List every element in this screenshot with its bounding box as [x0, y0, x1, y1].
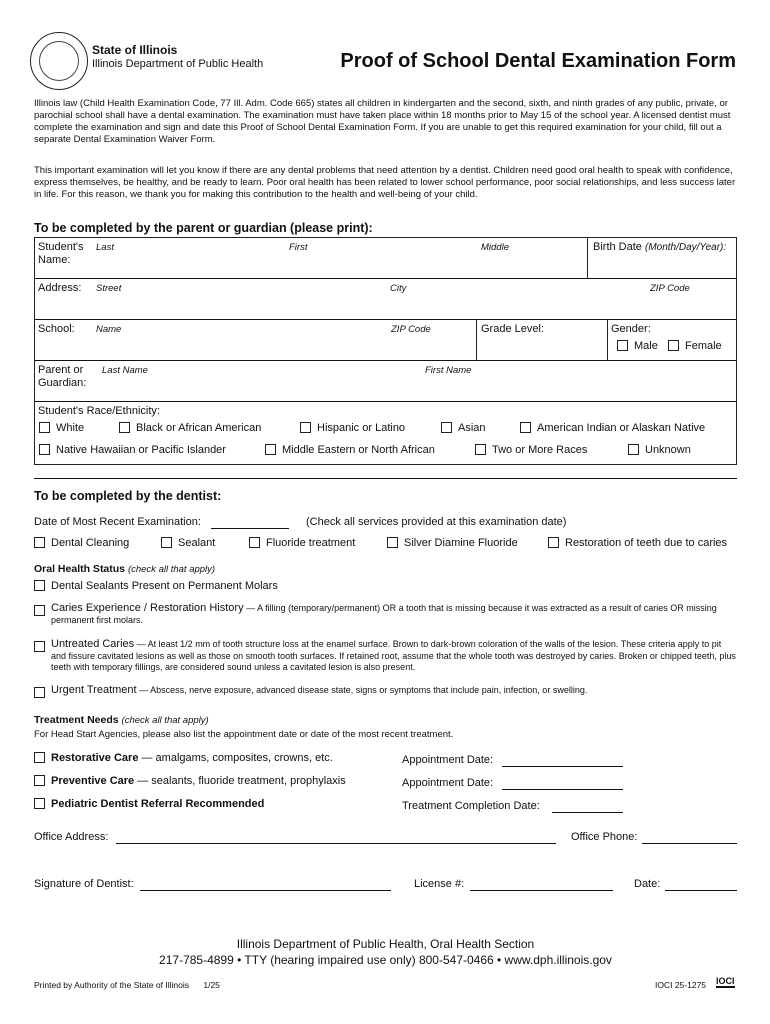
- race-two-or-more-option[interactable]: [475, 444, 587, 456]
- status-caries-option[interactable]: [34, 603, 51, 621]
- male-label: Male: [634, 340, 658, 352]
- signature-input[interactable]: [140, 890, 391, 891]
- race-mena-option[interactable]: [265, 444, 435, 456]
- race-american-indian-checkbox[interactable]: [520, 422, 531, 433]
- service-sealant-option[interactable]: [161, 537, 215, 549]
- female-checkbox[interactable]: [668, 340, 679, 351]
- address-city-hint: City: [390, 283, 407, 294]
- address-zip-hint: ZIP Code: [650, 283, 690, 294]
- office-address-input[interactable]: [116, 843, 556, 844]
- appointment-date-label-2: Appointment Date:: [402, 777, 494, 789]
- license-input[interactable]: [470, 890, 613, 891]
- ioci-logo: IOCI: [716, 976, 735, 986]
- preventive-care-option[interactable]: [34, 775, 346, 787]
- dentist-section-title: To be completed by the dentist:: [34, 489, 222, 503]
- status-urgent-title: Urgent Treatment: [51, 684, 137, 696]
- service-cleaning-label: Dental Cleaning: [51, 537, 130, 549]
- appointment-date-input-2[interactable]: [502, 789, 623, 790]
- status-sealants-label: Dental Sealants Present on Permanent Molars: [51, 580, 278, 592]
- status-untreated-text: [51, 639, 737, 674]
- status-urgent-checkbox[interactable]: [34, 687, 45, 698]
- status-urgent-text: [51, 685, 737, 697]
- race-white-checkbox[interactable]: [39, 422, 50, 433]
- head-start-note: For Head Start Agencies, please also list the appointment date or date of the most recent treatment.: [34, 729, 454, 740]
- status-sealants-checkbox[interactable]: [34, 580, 45, 591]
- referral-checkbox[interactable]: [34, 798, 45, 809]
- service-restoration-checkbox[interactable]: [548, 537, 559, 548]
- status-untreated-title: Untreated Caries: [51, 638, 135, 650]
- agency-department: Illinois Department of Public Health: [92, 58, 264, 70]
- status-sealants-option[interactable]: [34, 580, 278, 592]
- status-untreated-checkbox[interactable]: [34, 641, 45, 652]
- parent-first-hint: First Name: [425, 365, 472, 376]
- footer-agency: Illinois Department of Public Health, Oral Health Section: [236, 937, 535, 951]
- grade-level-label: Grade Level:: [481, 323, 544, 335]
- race-hispanic-option[interactable]: [300, 422, 405, 434]
- race-hawaiian-checkbox[interactable]: [39, 444, 50, 455]
- service-sdf-label: Silver Diamine Fluoride: [404, 537, 518, 549]
- parent-last-hint: Last Name: [102, 365, 148, 376]
- parent-guardian-label: Parent or Guardian:: [38, 364, 87, 389]
- race-unknown-option[interactable]: [628, 444, 691, 456]
- preventive-care-title: Preventive Care: [51, 775, 135, 787]
- birth-date-label: Birth Date: [593, 241, 642, 253]
- service-sdf-option[interactable]: [387, 537, 518, 549]
- service-cleaning-option[interactable]: [34, 537, 129, 549]
- service-fluoride-label: Fluoride treatment: [266, 537, 356, 549]
- service-fluoride-checkbox[interactable]: [249, 537, 260, 548]
- exam-date-input-line[interactable]: [211, 528, 289, 529]
- gender-female-option[interactable]: [668, 340, 722, 352]
- service-fluoride-option[interactable]: [249, 537, 355, 549]
- race-hispanic-label: Hispanic or Latino: [317, 422, 406, 434]
- race-black-label: Black or African American: [136, 422, 262, 434]
- female-label: Female: [685, 340, 722, 352]
- school-zip-hint: ZIP Code: [391, 324, 431, 335]
- student-first-hint: First: [289, 242, 308, 253]
- office-address-label: Office Address:: [34, 831, 109, 843]
- date-input[interactable]: [665, 890, 737, 891]
- student-last-hint: Last: [96, 242, 114, 253]
- state-seal-logo: [30, 32, 88, 90]
- dentist-section-divider: [34, 478, 737, 479]
- oral-health-title: Oral Health Status: [34, 563, 126, 575]
- race-two-or-more-label: Two or More Races: [492, 444, 588, 456]
- school-name-hint: Name: [96, 324, 122, 335]
- check-all-services-note: (Check all services provided at this examination date): [306, 516, 567, 528]
- student-middle-hint: Middle: [481, 242, 509, 253]
- status-caries-text: [51, 603, 737, 626]
- service-sealant-checkbox[interactable]: [161, 537, 172, 548]
- footer-contact: 217-785-4899 • TTY (hearing impaired use only) 800-547-0466 • www.dph.illinois.gov: [159, 953, 612, 967]
- treatment-completion-label: Treatment Completion Date:: [402, 800, 540, 812]
- referral-option[interactable]: [34, 798, 264, 810]
- appointment-date-label-1: Appointment Date:: [402, 754, 494, 766]
- race-black-option[interactable]: [119, 422, 261, 434]
- race-hawaiian-label: Native Hawaiian or Pacific Islander: [56, 444, 226, 456]
- status-caries-title: Caries Experience / Restoration History: [51, 602, 244, 614]
- intro-paragraph-1: Illinois law (Child Health Examination Code, 77 Ill. Adm. Code 665) states all children in kindergarten and the second, sixth, and ninth grades of any public, private, or parochial school shall have a dental examination. The examination must have taken place within 18 months prior to May 15 of the school year. A licensed dentist must complete the examination and sign and date this Proof of School Dental Examination Form. If you are unable to get this required examination for your child, fill out a separate Dental Examination Waiver Form.: [34, 98, 731, 145]
- race-white-label: White: [56, 422, 85, 434]
- birth-date-hint: (Month/Day/Year):: [644, 242, 727, 253]
- race-american-indian-option[interactable]: [520, 422, 705, 434]
- race-asian-label: Asian: [458, 422, 486, 434]
- treatment-completion-input[interactable]: [552, 812, 623, 813]
- referral-title: Pediatric Dentist Referral Recommended: [51, 798, 265, 810]
- school-label: School:: [38, 323, 75, 335]
- restorative-care-title: Restorative Care: [51, 752, 139, 764]
- restorative-care-desc: — amalgams, composites, crowns, etc.: [138, 752, 333, 764]
- race-two-or-more-checkbox[interactable]: [475, 444, 486, 455]
- race-label: Student's Race/Ethnicity:: [38, 405, 160, 417]
- treatment-needs-heading: [34, 714, 209, 726]
- race-black-checkbox[interactable]: [119, 422, 130, 433]
- race-american-indian-label: American Indian or Alaskan Native: [537, 422, 706, 434]
- license-label: License #:: [414, 878, 465, 890]
- restorative-care-checkbox[interactable]: [34, 752, 45, 763]
- service-restoration-option[interactable]: [548, 537, 727, 549]
- print-date: 1/25: [203, 980, 220, 990]
- printed-by-text: Printed by Authority of the State of Illinois: [34, 980, 189, 990]
- oral-health-heading: [34, 563, 215, 575]
- printed-by: [34, 980, 220, 990]
- service-cleaning-checkbox[interactable]: [34, 537, 45, 548]
- student-name-label: Student's Name:: [38, 241, 84, 266]
- race-mena-label: Middle Eastern or North African: [282, 444, 435, 456]
- treatment-needs-hint: (check all that apply): [121, 715, 209, 726]
- male-checkbox[interactable]: [617, 340, 628, 351]
- restorative-care-option[interactable]: [34, 752, 333, 764]
- race-unknown-checkbox[interactable]: [628, 444, 639, 455]
- status-untreated-option[interactable]: [34, 639, 51, 657]
- race-white-option[interactable]: [39, 422, 84, 434]
- parent-fields-grid: [34, 237, 737, 465]
- status-caries-desc: — A filling (temporary/permanent) OR a tooth that is missing because it was extracted as a result of caries OR missing permanent first molars.: [51, 603, 717, 625]
- address-label: Address:: [38, 282, 82, 294]
- address-street-hint: Street: [96, 283, 122, 294]
- race-hawaiian-option[interactable]: [39, 444, 226, 456]
- exam-date-label: Date of Most Recent Examination:: [34, 516, 201, 528]
- gender-label: Gender:: [611, 323, 651, 335]
- race-hispanic-checkbox[interactable]: [300, 422, 311, 433]
- signature-label: Signature of Dentist:: [34, 878, 134, 890]
- office-phone-label: Office Phone:: [571, 831, 638, 843]
- service-restoration-label: Restoration of teeth due to caries: [565, 537, 728, 549]
- parent-section-title: To be completed by the parent or guardian (please print):: [34, 221, 373, 235]
- gender-male-option[interactable]: [617, 340, 658, 352]
- treatment-needs-title: Treatment Needs: [34, 714, 119, 726]
- office-phone-input[interactable]: [642, 843, 737, 844]
- form-code: IOCI 25-1275: [655, 980, 707, 990]
- preventive-care-desc: — sealants, fluoride treatment, prophylaxis: [134, 775, 346, 787]
- birth-date-field[interactable]: [593, 241, 726, 254]
- service-sdf-checkbox[interactable]: [387, 537, 398, 548]
- race-asian-checkbox[interactable]: [441, 422, 452, 433]
- status-caries-checkbox[interactable]: [34, 605, 45, 616]
- status-untreated-desc: — At least 1/2 mm of tooth structure loss at the enamel surface. Brown to dark-brown coloration of the walls of the lesion. These criteria apply to pit and fissure cavitated lesions as well as those on smooth tooth surfaces. If retained root, assume that the whole tooth was destroyed by caries. Broken or chipped teeth, plus teeth with temporary fillings, are considered sound unless a cavitated lesion is also present.: [51, 639, 736, 672]
- status-urgent-desc: — Abscess, nerve exposure, advanced disease state, signs or symptoms that include pain, infection, or swelling.: [136, 685, 588, 695]
- intro-paragraph-2: This important examination will let you know if there are any dental problems that need attention by a dentist. Children need good oral health to speak with confidence, express themselves, be healthy, and be ready to learn. Poor oral health has been related to lower school performance, poor social relationships, and less success later in life. For this reason, we thank you for making this contribution to the health and well-being of your child.: [34, 165, 736, 200]
- appointment-date-input-1[interactable]: [502, 766, 623, 767]
- race-mena-checkbox[interactable]: [265, 444, 276, 455]
- service-sealant-label: Sealant: [178, 537, 216, 549]
- date-label: Date:: [634, 878, 661, 890]
- form-title: Proof of School Dental Examination Form: [340, 50, 736, 72]
- race-unknown-label: Unknown: [645, 444, 691, 456]
- race-asian-option[interactable]: [441, 422, 486, 434]
- agency-state: State of Illinois: [92, 43, 178, 57]
- status-urgent-option[interactable]: [34, 685, 51, 703]
- oral-health-hint: (check all that apply): [127, 564, 216, 575]
- preventive-care-checkbox[interactable]: [34, 775, 45, 786]
